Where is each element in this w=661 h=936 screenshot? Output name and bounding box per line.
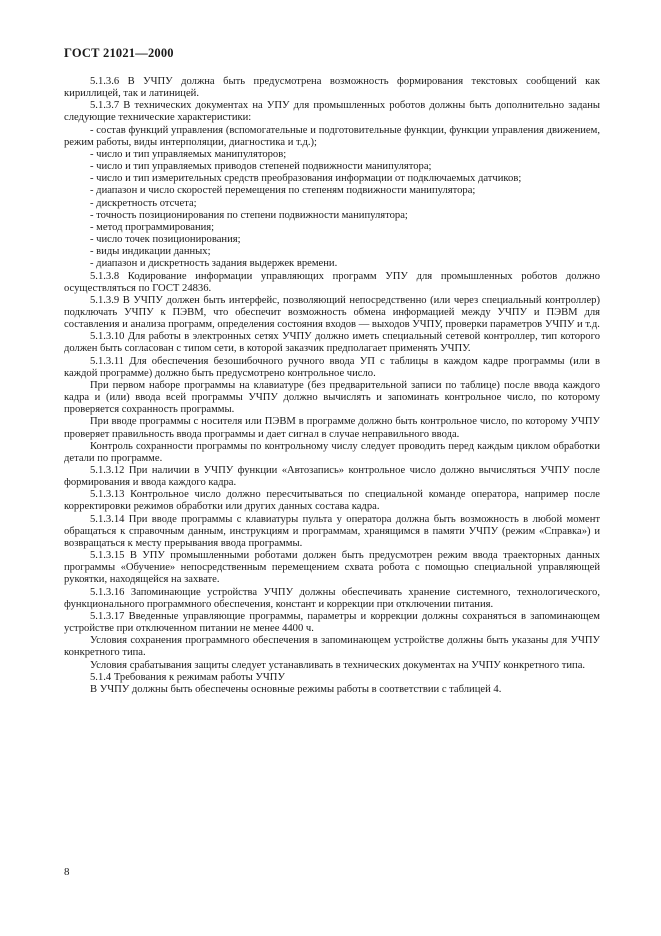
paragraph: 5.1.3.8 Кодирование информации управляющих программ УПУ для промышленных роботов должно осуществляться по ГОСТ 24836. [64,270,600,294]
paragraph: 5.1.4 Требования к режимам работы УЧПУ [90,671,285,683]
paragraph: 5.1.3.11 Для обеспечения безошибочного ручного ввода УП с таблицы в каждом кадре программы (или в каждой программе) должно быть предусмотрено контрольное число. [64,355,600,379]
paragraph: 5.1.3.9 В УЧПУ должен быть интерфейс, позволяющий непосредственно (или через специальный контроллер) подключать УЧПУ к ПЭВМ, что обеспечит возможность обмена информацией между УЧПУ и ПЭВМ для составления и анализа программ, определения состояния входов — выходов УЧПУ, проверки параметров УЧПУ и т.д. [64,294,600,331]
paragraph: - точность позиционирования по степени подвижности манипулятора; [90,209,408,221]
paragraph: Условия сохранения программного обеспечения в запоминающем устройстве должны быть указаны для УЧПУ конкретного типа. [64,635,600,659]
paragraph: 5.1.3.15 В УПУ промышленными роботами должен быть предусмотрен режим ввода траекторных данных программы «Обучение» непосредственным перемещением схвата робота с помощью специальной управляющей рукоятки, находящейся на захвате. [64,550,600,586]
paragraph: При вводе программы с носителя или ПЭВМ в программе должно быть контрольное число, по которому УЧПУ проверяет правильность ввода программы и дает сигнал в случае неправильного ввода. [64,416,600,440]
paragraph: При первом наборе программы на клавиатуре (без предварительной записи по таблице) после ввода каждого кадра и (или) ввода всей программы УЧПУ должно вычислять и запоминать контрольное число, по которому проверяется сохранность программы. [64,379,600,416]
paragraph: 5.1.3.6 В УЧПУ должна быть предусмотрена возможность формирования текстовых сообщений как кириллицей, так и латиницей. [64,76,600,100]
paragraph: - число и тип управляемых приводов степеней подвижности манипулятора; [90,161,432,173]
paragraph: 5.1.3.13 Контрольное число должно пересчитываться по специальной команде оператора, например после корректировки режимов обработки или других данных состава кадра. [64,489,600,513]
paragraph: 5.1.3.16 Запоминающие устройства УЧПУ должны обеспечивать хранение системного, технологического, функционального программного обеспечения, констант и коррекции при отключении питания. [64,586,600,610]
page-number: 8 [64,866,70,878]
paragraph: 5.1.3.14 При вводе программы с клавиатуры пульта у оператора должна быть возможность в любой момент обращаться к справочным данным, инструкциям и программам, хранящимся в памяти УЧПУ (режим «Справка») и возвращаться к месту прерывания ввода программы. [64,513,600,549]
paragraph: 5.1.3.7 В технических документах на УПУ для промышленных роботов должны быть дополнительно заданы следующие технические характеристики: [64,100,600,124]
paragraph: 5.1.3.10 Для работы в электронных сетях УЧПУ должно иметь специальный сетевой контроллер, тип которого должен быть согласован с типом сети, в которой заказчик предполагает применять УЧПУ. [64,331,600,355]
paragraph: Условия срабатывания защиты следует устанавливать в технических документах на УЧПУ конкретного типа. [90,659,586,671]
paragraph: - число точек позиционирования; [90,234,241,246]
document-body [64,76,600,696]
paragraph: - число и тип измерительных средств преобразования информации от подключаемых датчиков; [90,173,522,185]
paragraph: 5.1.3.17 Введенные управляющие программы, параметры и коррекции должны сохраняться в запоминающем устройстве при отключенном питании не менее 4400 ч. [64,610,600,635]
paragraph: 5.1.3.12 При наличии в УЧПУ функции «Автозапись» контрольное число должно вычисляться УЧПУ после формирования и ввода каждого кадра. [64,465,600,489]
document-header: ГОСТ 21021—2000 [64,46,174,60]
paragraph: - диапазон и дискретность задания выдержек времени. [90,258,338,270]
paragraph: - виды индикации данных; [90,246,211,258]
paragraph: В УЧПУ должны быть обеспечены основные режимы работы в соответствии с таблицей 4. [90,683,502,695]
paragraph: - метод программирования; [90,221,215,233]
paragraph: - число и тип управляемых манипуляторов; [90,148,287,160]
paragraph: - состав функций управления (вспомогательные и подготовительные функции, функции управления движением, режим работы, виды интерполяции, диагностика и т.д.); [64,124,600,148]
paragraph: - диапазон и число скоростей перемещения по степеням подвижности манипулятора; [90,185,476,197]
paragraph: Контроль сохранности программы по контрольному числу следует проводить перед каждым циклом обработки детали по программе. [64,440,600,464]
paragraph: - дискретность отсчета; [90,197,197,209]
